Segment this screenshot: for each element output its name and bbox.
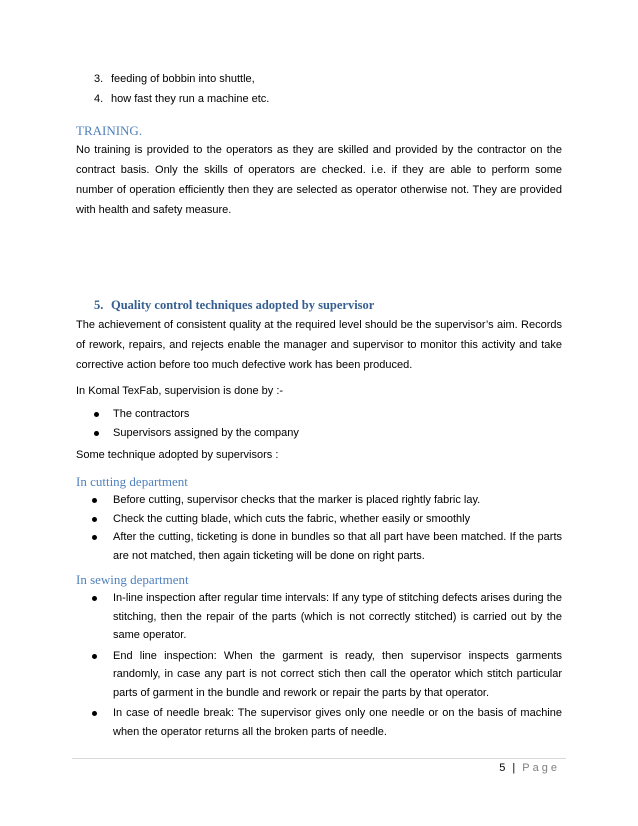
page-number: 5 — [499, 762, 506, 774]
supervision-intro: In Komal TexFab, supervision is done by :- — [76, 385, 284, 397]
list-item: After the cutting, ticketing is done in bundles so that all part have been matched. If the parts are not matched, then again ticketing will be done on right parts. — [76, 528, 562, 565]
sewing-list — [76, 589, 562, 741]
list-item: The contractors — [76, 405, 562, 424]
bullet-icon — [92, 711, 97, 716]
list-item: In-line inspection after regular time intervals: If any type of stitching defects arises during the stitching, then the repair of the parts (which is not correctly stitched) is carried out by the same operator. — [76, 589, 562, 645]
bullet-icon — [92, 535, 97, 540]
quality-paragraph: The achievement of consistent quality at the required level should be the supervisor’s aim. Records of rework, repairs, and rejects enable the manager and supervisor to monitor this activity and take corrective action before too much defective work has been produced. — [76, 319, 562, 371]
bullet-icon — [92, 517, 97, 522]
list-item: In case of needle break: The supervisor gives only one needle or on the basis of machine when the operator returns all the broken parts of needle. — [76, 704, 562, 741]
list-item: 4. how fast they run a machine etc. — [94, 93, 270, 105]
page-label: Page — [522, 762, 560, 774]
training-paragraph: No training is provided to the operators as they are skilled and provided by the contractor on the contract basis. Only the skills of operators are checked. i.e. if they are able to perform some number of operation efficiently then they are selected as operator otherwise not. They are provided with health and safety measure. — [76, 144, 562, 216]
section-5-heading: 5. Quality control techniques adopted by supervisor — [94, 298, 375, 312]
techniques-intro: Some technique adopted by supervisors : — [76, 449, 279, 461]
cutting-list — [76, 491, 562, 565]
training-heading: TRAINING. — [76, 123, 143, 138]
bullet-icon — [92, 596, 97, 601]
list-item: Before cutting, supervisor checks that the marker is placed rightly fabric lay. — [76, 491, 562, 510]
footer-divider — [72, 758, 566, 759]
page-content — [76, 69, 562, 741]
list-item: Check the cutting blade, which cuts the fabric, whether easily or smoothly — [76, 510, 562, 529]
bullet-icon — [92, 498, 97, 503]
supervision-list — [76, 405, 562, 442]
page-footer — [499, 762, 560, 774]
bullet-icon — [94, 431, 99, 436]
numbered-list — [94, 69, 562, 109]
sewing-heading: In sewing department — [76, 572, 189, 587]
list-item: Supervisors assigned by the company — [76, 424, 562, 443]
list-item: 3. feeding of bobbin into shuttle, — [94, 73, 255, 85]
bullet-icon — [92, 654, 97, 659]
cutting-heading: In cutting department — [76, 474, 188, 489]
list-item: End line inspection: When the garment is ready, then supervisor inspects garments randomly, in case any part is not correct stich then call the operator which stitch particular parts of garment in the bundle and rework or repair the parts by that operator. — [76, 647, 562, 703]
footer-separator: | — [512, 762, 516, 774]
bullet-icon — [94, 412, 99, 417]
